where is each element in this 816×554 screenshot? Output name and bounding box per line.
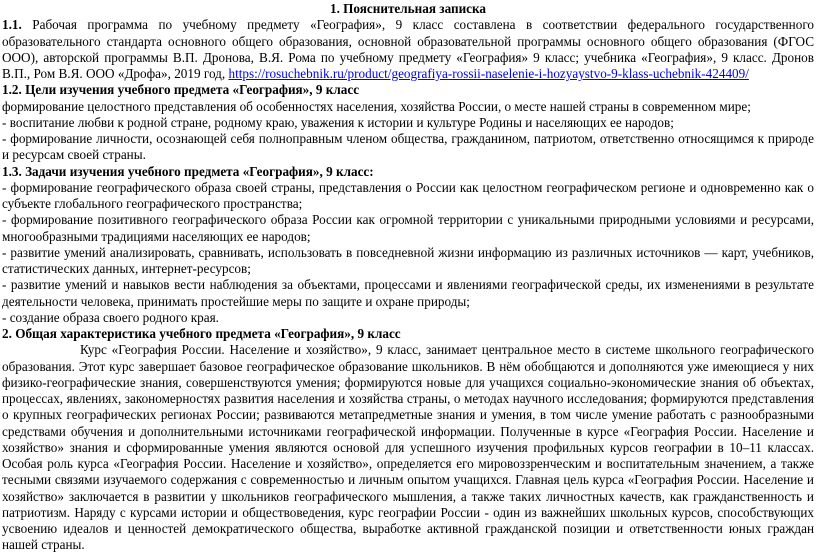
task-item: - создание образа своего родного края. — [2, 309, 219, 325]
task-item: - развитие умений анализировать, сравнивать, использовать в повседневной жизни информацию из различных источников — карт, учебников, статистических данных, интернет-ресурсов; — [2, 244, 814, 276]
task-item: - развитие умений и навыков вести наблюдения за объектами, процессами и явлениями географической среды, их изменениями в результате деятельности человека, принимать простейшие меры по защите и охране природы; — [2, 277, 814, 309]
section-1-2-heading: 1.2. Цели изучения учебного предмета «География», 9 класс — [2, 82, 360, 98]
goal-item: - формирование личности, осознающей себя полноправным членом общества, гражданином, патриотом, ответственно относящимся к природе и ресурсам своей страны. — [2, 131, 814, 163]
section-1-1-number: 1.1. — [2, 17, 22, 33]
section-2-paragraph: Курс «География России. Население и хозяйство», 9 класс, занимает центральное место в системе школьного географического образования. Этот курс завершает базовое географическое образование школьников. В нём обобщаются и дополняются уже имеющиеся у них физико-географические знания, совершенствуются умения; формируются новые для учащихся социально-экономические знания об объектах, процессах, явлениях, закономерностях развития населения и хозяйства страны, о методах научного исследования; формируются представления о крупных географических регионах России; развиваются метапредметные знания и умения, в том числе умение работать с разнообразными средствами обучения и дополнительными источниками географической информации. Полученные в курсе «География России. Население и хозяйство» знания и сформированные умения являются основой для успешного изучения профильных курсов географии в 10–11 классах. Особая роль курса «География России. Население и хозяйство», определяется его мировоззренческим и воспитательным значением, а также тесными связями изучаемого содержания с современностью и личным опытом учащихся. Главная цель курса «География России. Население и хозяйство» заключается в развитии у школьников географического мышления, а также таких личностных качеств, как гражданственность и патриотизм. Наряду с курсами истории и обществоведения, курс географии России - один из важнейших школьных курсов, способствующих усвоению идеалов и ценностей демократического общества, выработке активной гражданской позиции и ответственности юных граждан нашей страны. — [2, 342, 814, 553]
section-1-3-heading: 1.3. Задачи изучения учебного предмета «География», 9 класс: — [2, 163, 374, 179]
page-title: 1. Пояснительная записка — [329, 1, 487, 16]
goal-item: формирование целостного представления об особенностях населения, хозяйства России, о месте нашей страны в современном мире; — [2, 98, 751, 114]
task-item: - формирование географического образа своей страны, представления о России как целостном географическом регионе и одновременно как о субъекте глобального географического пространства; — [2, 179, 814, 211]
section-1-1-paragraph — [2, 17, 814, 82]
section-1-1-text: Рабочая программа по учебному предмету «География», 9 класс составлена в соответствии федерального государственного образовательного стандарта основного общего образования, основной образовательной программы основного общего образования (ФГОС ООО), авторской программы В.П. Дронова, В.Я. Рома по учебному предмету «География» 9 класс; учебника «География», 9 класс. Дронов В.П., Ром В.Я. ООО «Дрофа», 2019 год, — [2, 17, 814, 81]
goal-item: - воспитание любви к родной стране, родному краю, уважения к истории и культуре Родины и населяющих ее народов; — [2, 114, 674, 130]
section-2-heading: 2. Общая характеристика учебного предмета «География», 9 класс — [2, 326, 401, 341]
task-item: - формирование позитивного географического образа России как огромной территории с уникальными природными условиями и ресурсами, многообразными традициями населяющих ее народов; — [2, 212, 814, 244]
textbook-link[interactable]: https://rosuchebnik.ru/product/geografiya-rossii-naselenie-i-hozyaystvo-9-klass-uchebnik-424409/ — [228, 66, 749, 81]
